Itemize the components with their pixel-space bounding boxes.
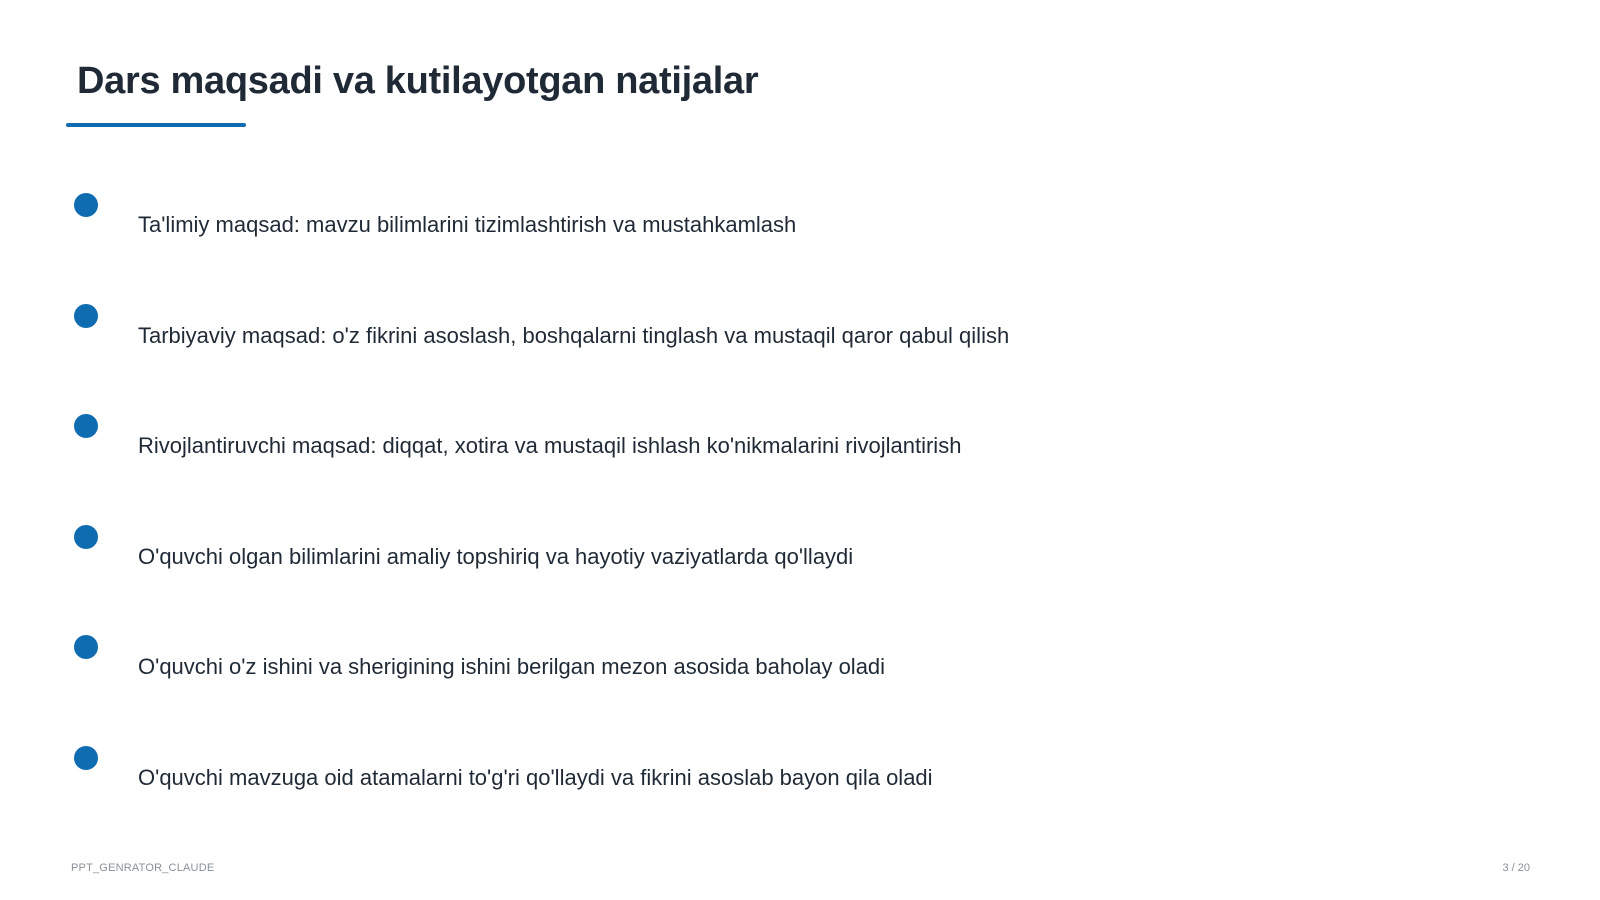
slide-title: Dars maqsadi va kutilayotgan natijalar [77,60,759,102]
bullet-text: O'quvchi mavzuga oid atamalarni to'g'ri qo'llaydi va fikrini asoslab bayon qila oladi [138,765,933,790]
list-item [74,304,1174,364]
bullet-dot-icon [74,635,98,659]
footer-source-label: PPT_GENRATOR_CLAUDE [71,862,215,874]
list-item [74,525,1174,585]
list-item [74,414,1174,474]
bullet-text: Rivojlantiruvchi maqsad: diqqat, xotira va mustaqil ishlash ko'nikmalarini rivojlantirish [138,433,962,458]
bullet-text: Ta'limiy maqsad: mavzu bilimlarini tizimlashtirish va mustahkamlash [138,212,797,237]
bullet-dot-icon [74,525,98,549]
list-item [74,193,1174,253]
bullet-text: O'quvchi o'z ishini va sherigining ishini berilgan mezon asosida baholay oladi [138,654,886,679]
bullet-dot-icon [74,193,98,217]
bullet-dot-icon [74,414,98,438]
list-item [74,635,1174,695]
bullet-text: O'quvchi olgan bilimlarini amaliy topshiriq va hayotiy vaziyatlarda qo'llaydi [138,544,854,569]
bullet-dot-icon [74,304,98,328]
bullet-dot-icon [74,746,98,770]
list-item [74,746,1174,806]
page-indicator: 3 / 20 [1502,862,1530,874]
title-underline [66,123,246,127]
bullet-text: Tarbiyaviy maqsad: o'z fikrini asoslash, boshqalarni tinglash va mustaqil qaror qabul qilish [138,323,1010,348]
